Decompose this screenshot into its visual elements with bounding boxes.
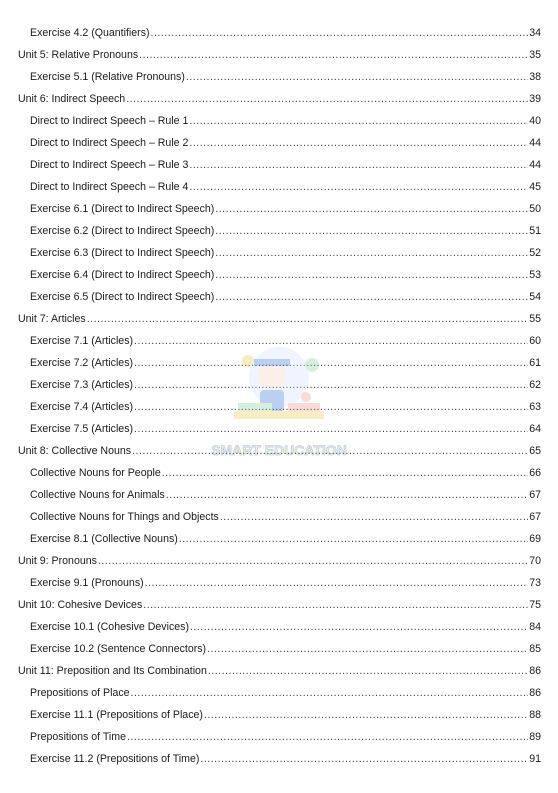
toc-entry[interactable] <box>30 178 541 194</box>
toc-dot-leader <box>145 577 529 590</box>
toc-entry-page-number: 63 <box>529 401 541 413</box>
toc-entry-title: Unit 10: Cohesive Devices <box>18 599 143 611</box>
toc-entry-title: Exercise 9.1 (Pronouns) <box>30 577 144 589</box>
toc-entry[interactable] <box>30 332 541 348</box>
toc-entry-title: Direct to Indirect Speech – Rule 1 <box>30 115 189 127</box>
toc-entry-title: Prepositions of Place <box>30 687 130 699</box>
toc-entry[interactable] <box>30 244 541 260</box>
toc-dot-leader <box>215 225 528 238</box>
toc-entry[interactable] <box>30 266 541 282</box>
toc-entry[interactable] <box>18 46 541 62</box>
toc-entry-title: Unit 6: Indirect Speech <box>18 93 126 105</box>
toc-entry-title: Unit 11: Preposition and Its Combination <box>18 665 207 677</box>
toc-entry-page-number: 38 <box>529 71 541 83</box>
toc-entry[interactable] <box>30 728 541 744</box>
toc-entry-page-number: 88 <box>529 709 541 721</box>
toc-dot-leader <box>189 115 528 128</box>
toc-entry-page-number: 51 <box>529 225 541 237</box>
toc-entry-page-number: 45 <box>529 181 541 193</box>
toc-entry-title: Direct to Indirect Speech – Rule 4 <box>30 181 189 193</box>
toc-entry-page-number: 55 <box>529 313 541 325</box>
toc-dot-leader <box>126 93 528 106</box>
toc-entry-page-number: 85 <box>529 643 541 655</box>
toc-entry-page-number: 61 <box>529 357 541 369</box>
toc-entry[interactable] <box>18 90 541 106</box>
toc-dot-leader <box>220 511 528 524</box>
toc-entry[interactable] <box>30 24 541 40</box>
toc-entry-page-number: 40 <box>529 115 541 127</box>
toc-entry-title: Prepositions of Time <box>30 731 126 743</box>
toc-entry[interactable] <box>18 596 541 612</box>
toc-entry-page-number: 86 <box>529 665 541 677</box>
toc-dot-leader <box>151 27 529 40</box>
toc-dot-leader <box>139 49 528 62</box>
toc-entry[interactable] <box>30 750 541 766</box>
toc-entry[interactable] <box>30 134 541 150</box>
toc-entry-page-number: 34 <box>529 27 541 39</box>
toc-entry-title: Exercise 6.4 (Direct to Indirect Speech) <box>30 269 215 281</box>
toc-dot-leader <box>162 467 528 480</box>
toc-entry[interactable] <box>30 112 541 128</box>
toc-entry-page-number: 86 <box>529 687 541 699</box>
toc-dot-leader <box>134 423 528 436</box>
toc-dot-leader <box>186 71 528 84</box>
toc-entry-title: Exercise 6.1 (Direct to Indirect Speech) <box>30 203 215 215</box>
toc-entry[interactable] <box>30 486 541 502</box>
toc-dot-leader <box>204 709 528 722</box>
toc-entry-title: Exercise 8.1 (Collective Nouns) <box>30 533 178 545</box>
toc-entry[interactable] <box>30 68 541 84</box>
toc-entry-title: Exercise 10.1 (Cohesive Devices) <box>30 621 189 633</box>
toc-entry[interactable] <box>30 574 541 590</box>
toc-entry-title: Collective Nouns for People <box>30 467 161 479</box>
toc-entry-title: Exercise 7.5 (Articles) <box>30 423 134 435</box>
toc-entry-title: Exercise 7.1 (Articles) <box>30 335 134 347</box>
toc-entry[interactable] <box>18 662 541 678</box>
toc-entry-page-number: 52 <box>529 247 541 259</box>
toc-dot-leader <box>132 445 528 458</box>
toc-entry[interactable] <box>30 618 541 634</box>
toc-entry-title: Direct to Indirect Speech – Rule 2 <box>30 137 189 149</box>
toc-dot-leader <box>215 203 528 216</box>
toc-entry-title: Exercise 10.2 (Sentence Connectors) <box>30 643 207 655</box>
toc-dot-leader <box>215 291 528 304</box>
toc-dot-leader <box>208 665 528 678</box>
toc-entry[interactable] <box>18 310 541 326</box>
toc-dot-leader <box>179 533 528 546</box>
toc-dot-leader <box>143 599 528 612</box>
toc-entry-page-number: 91 <box>529 753 541 765</box>
toc-entry-page-number: 50 <box>529 203 541 215</box>
toc-entry-page-number: 35 <box>529 49 541 61</box>
toc-entry-page-number: 75 <box>529 599 541 611</box>
toc-entry-page-number: 70 <box>529 555 541 567</box>
toc-entry[interactable] <box>30 464 541 480</box>
toc-entry-page-number: 39 <box>529 93 541 105</box>
toc-entry[interactable] <box>30 376 541 392</box>
toc-entry-page-number: 54 <box>529 291 541 303</box>
toc-dot-leader <box>189 181 528 194</box>
toc-entry[interactable] <box>30 508 541 524</box>
toc-dot-leader <box>134 357 528 370</box>
toc-entry-title: Exercise 7.3 (Articles) <box>30 379 134 391</box>
toc-entry-page-number: 69 <box>529 533 541 545</box>
toc-entry-title: Collective Nouns for Animals <box>30 489 165 501</box>
toc-entry-title: Exercise 5.1 (Relative Pronouns) <box>30 71 185 83</box>
toc-entry[interactable] <box>30 288 541 304</box>
toc-entry-page-number: 60 <box>529 335 541 347</box>
toc-entry-title: Unit 8: Collective Nouns <box>18 445 132 457</box>
toc-dot-leader <box>215 269 528 282</box>
toc-entry-title: Exercise 7.4 (Articles) <box>30 401 134 413</box>
toc-dot-leader <box>189 137 528 150</box>
toc-dot-leader <box>134 335 528 348</box>
toc-dot-leader <box>200 753 528 766</box>
toc-dot-leader <box>87 313 528 326</box>
toc-entry-title: Exercise 7.2 (Articles) <box>30 357 134 369</box>
toc-entry-title: Exercise 6.2 (Direct to Indirect Speech) <box>30 225 215 237</box>
toc-entry[interactable] <box>30 354 541 370</box>
toc-entry-page-number: 84 <box>529 621 541 633</box>
toc-dot-leader <box>127 731 528 744</box>
toc-entry-page-number: 67 <box>529 511 541 523</box>
toc-dot-leader <box>189 159 528 172</box>
toc-entry-title: Collective Nouns for Things and Objects <box>30 511 219 523</box>
toc-entry[interactable] <box>30 530 541 546</box>
toc-dot-leader <box>207 643 528 656</box>
toc-entry-page-number: 73 <box>529 577 541 589</box>
toc-entry[interactable] <box>30 684 541 700</box>
toc-entry-title: Exercise 6.3 (Direct to Indirect Speech) <box>30 247 215 259</box>
toc-dot-leader <box>98 555 528 568</box>
toc-entry-page-number: 62 <box>529 379 541 391</box>
toc-entry-title: Direct to Indirect Speech – Rule 3 <box>30 159 189 171</box>
toc-dot-leader <box>166 489 528 502</box>
toc-entry[interactable] <box>30 200 541 216</box>
toc-dot-leader <box>131 687 529 700</box>
toc-entry-title: Unit 7: Articles <box>18 313 86 325</box>
toc-entry-page-number: 67 <box>529 489 541 501</box>
toc-entry-page-number: 44 <box>529 137 541 149</box>
toc-entry-page-number: 64 <box>529 423 541 435</box>
toc-entry[interactable] <box>30 706 541 722</box>
toc-entry-title: Exercise 11.2 (Prepositions of Time) <box>30 753 200 765</box>
toc-entry-page-number: 89 <box>529 731 541 743</box>
watermark-text: SMART EDUCATION <box>211 442 347 458</box>
toc-entry[interactable] <box>30 156 541 172</box>
toc-entry[interactable] <box>30 222 541 238</box>
toc-entry-page-number: 44 <box>529 159 541 171</box>
toc-dot-leader <box>215 247 528 260</box>
toc-entry[interactable] <box>30 420 541 436</box>
toc-entry-title: Exercise 4.2 (Quantifiers) <box>30 27 150 39</box>
toc-entry[interactable] <box>30 640 541 656</box>
toc-entry-title: Exercise 11.1 (Prepositions of Place) <box>30 709 203 721</box>
toc-entry[interactable] <box>18 552 541 568</box>
toc-dot-leader <box>134 401 528 414</box>
toc-entry-page-number: 65 <box>529 445 541 457</box>
toc-entry-page-number: 53 <box>529 269 541 281</box>
toc-dot-leader <box>190 621 528 634</box>
toc-entry-title: Unit 5: Relative Pronouns <box>18 49 139 61</box>
toc-entry-page-number: 66 <box>529 467 541 479</box>
toc-entry-title: Exercise 6.5 (Direct to Indirect Speech) <box>30 291 215 303</box>
toc-entry[interactable] <box>30 398 541 414</box>
toc-dot-leader <box>134 379 528 392</box>
toc-entry[interactable] <box>18 442 541 458</box>
toc-entry-title: Unit 9: Pronouns <box>18 555 97 567</box>
